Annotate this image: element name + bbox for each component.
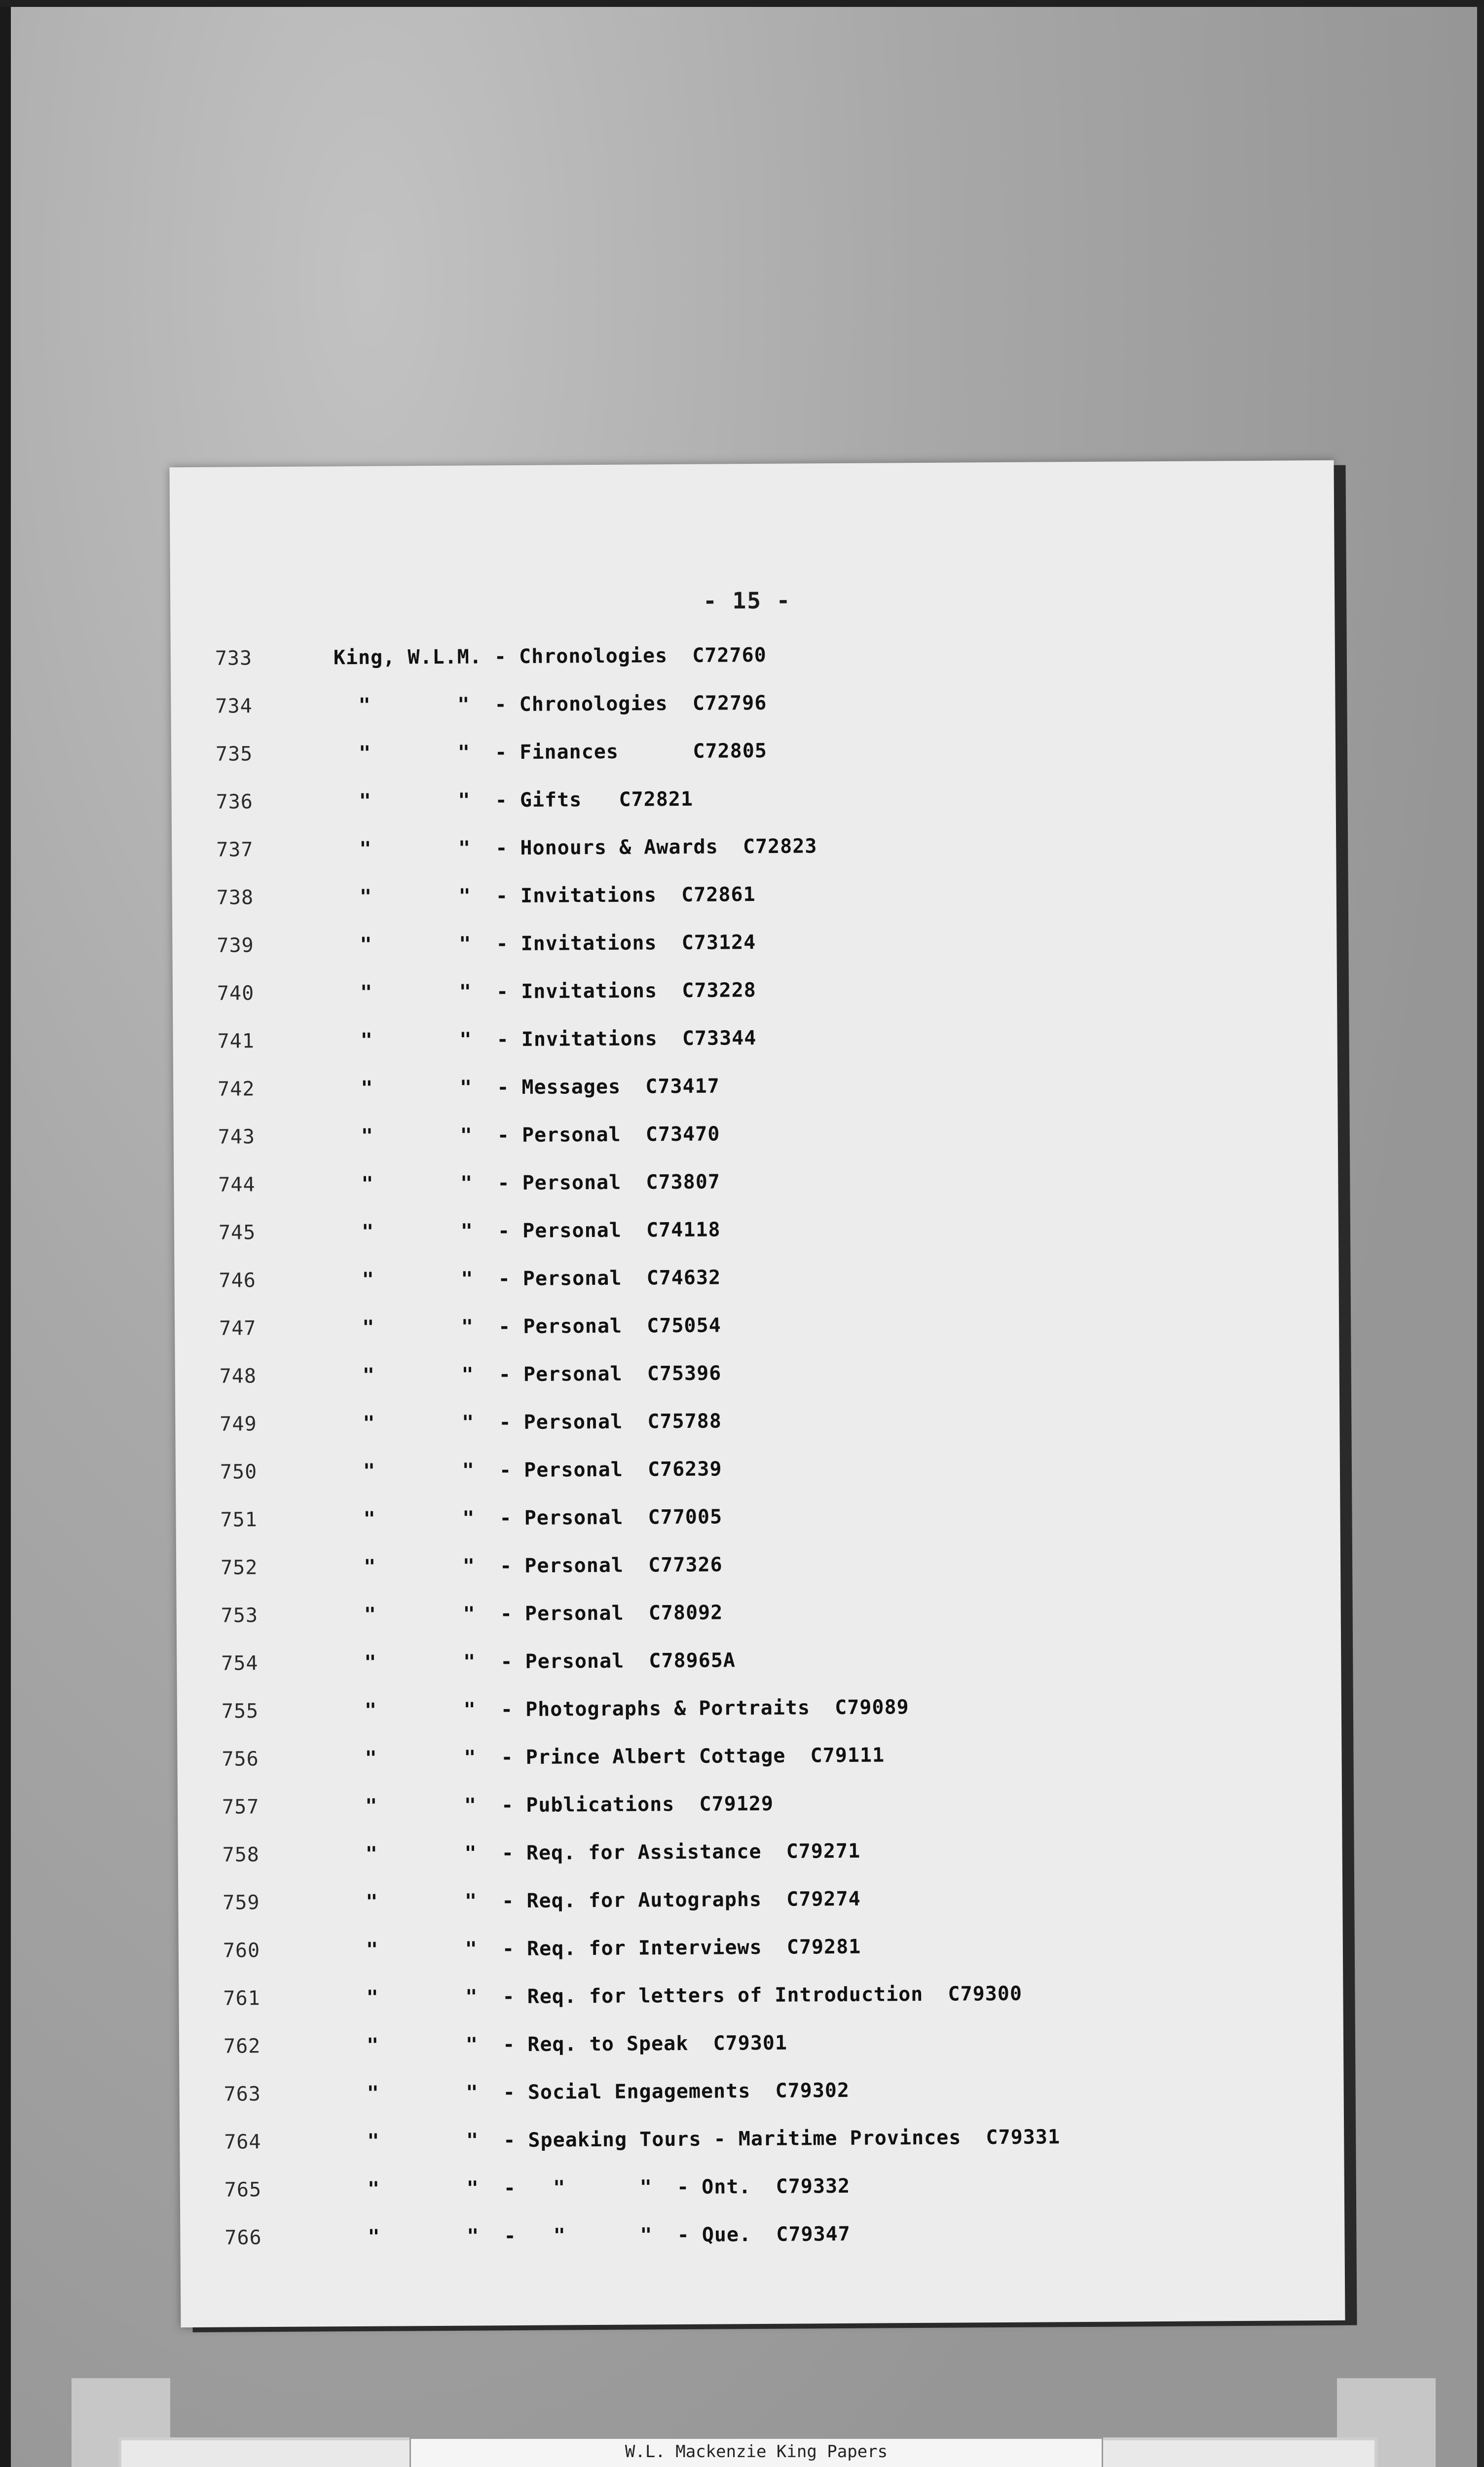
entry-text: " " - Personal C74118 [336,1218,721,1244]
list-item [176,1454,1310,1500]
list-item [172,928,1307,974]
entry-text: " " - Personal C73470 [336,1122,720,1148]
film-edge-left [0,0,11,2467]
list-item [177,1741,1312,1788]
list-item [171,736,1306,783]
entry-text: " " - Finances C72805 [334,739,768,765]
entry-number: 740 [217,982,255,1005]
list-item [178,1837,1313,1883]
entry-text: " " - Messages C73417 [336,1075,720,1100]
list-item [175,1406,1310,1453]
list-item [176,1502,1310,1548]
entry-number: 763 [223,2083,261,2106]
list-item [174,1119,1308,1165]
entry-text: " " - Personal C75054 [337,1314,721,1340]
entry-text: King, W.L.M. - Chronologies C72760 [333,643,767,670]
list-item [177,1598,1311,1644]
list-item [179,1981,1313,2027]
entry-text: " " - " " - Que. C79347 [343,2222,851,2249]
entry-text: " " - Chronologies C72796 [334,691,767,717]
entry-number: 750 [220,1460,258,1484]
entry-text: " " - Personal C78092 [339,1601,723,1627]
entry-text: " " - Invitations C73124 [335,931,756,957]
entry-number: 745 [218,1221,256,1244]
list-item [173,1023,1307,1070]
entry-number: 760 [223,1939,260,1962]
entry-text: " " - Social Engagements C79302 [342,2079,850,2105]
list-item [180,2220,1315,2266]
index-sheet [170,460,1345,2327]
slip-line-collection: W.L. Mackenzie King Papers [625,2442,888,2462]
list-item [179,2028,1314,2075]
entry-number: 766 [224,2226,262,2249]
entry-number: 762 [223,2035,261,2058]
entry-text: " " - Gifts C72821 [334,787,694,813]
entry-text: " " - Personal C77326 [338,1553,723,1579]
list-item [171,688,1305,735]
page-number: - 15 - [703,587,791,614]
entry-number: 739 [217,934,254,957]
entry-text: " " - Personal C78965A [339,1649,736,1675]
entry-number: 752 [220,1556,258,1579]
list-item [180,2124,1314,2170]
list-item [179,1933,1313,1979]
entry-number: 743 [218,1125,256,1149]
entry-number: 765 [224,2178,262,2202]
entry-text: " " - Personal C75788 [338,1410,722,1435]
entry-number: 756 [222,1748,259,1771]
entry-number: 736 [216,790,254,814]
entry-number: 735 [215,743,253,766]
list-item [175,1310,1309,1357]
film-edge-right [1477,0,1484,2467]
list-item [180,2172,1315,2218]
entry-number: 751 [220,1508,258,1532]
entry-text: " " - Personal C77005 [338,1505,723,1531]
entry-number: 737 [216,838,254,861]
list-item [176,1550,1311,1596]
list-item [173,1071,1308,1118]
entry-text: " " - Req. to Speak C79301 [341,2031,788,2057]
list-item [174,1215,1309,1261]
entry-number: 759 [223,1891,260,1914]
list-item [177,1693,1312,1740]
film-edge-top [0,0,1484,7]
entry-text: " " - Req. for letters of Introduction C79300 [341,1982,1023,2010]
entry-number: 738 [216,886,254,909]
entry-number: 744 [218,1173,256,1196]
entry-number: 742 [218,1078,255,1101]
entry-text: " " - Invitations C73344 [335,1026,757,1052]
list-item [175,1358,1310,1405]
entry-text: " " - " " - Ont. C79332 [342,2174,851,2201]
list-item [171,640,1305,687]
list-item [180,2076,1314,2123]
entry-number: 757 [222,1795,260,1819]
list-item [172,880,1307,926]
entry-number: 749 [220,1413,257,1436]
list-item [174,1167,1308,1213]
entry-text: " " - Personal C73807 [336,1170,721,1196]
entry-text: " " - Personal C74632 [337,1266,721,1292]
entry-text: " " - Req. for Autographs C79274 [341,1887,861,1914]
list-item [173,975,1307,1022]
entry-number: 754 [221,1652,259,1675]
entry-text: " " - Prince Albert Cottage C79111 [340,1744,885,1770]
entry-text: " " - Req. for Interviews C79281 [341,1935,861,1962]
list-item [172,832,1306,878]
entry-text: " " - Honours & Awards C72823 [334,835,817,861]
slip-line-series [411,2465,1102,2467]
entry-text: " " - Photographs & Portraits C79089 [339,1696,909,1722]
entry-text: " " - Personal C76239 [338,1458,722,1483]
list-item [178,1885,1313,1931]
entry-number: 748 [219,1365,257,1388]
entry-text: " " - Invitations C73228 [335,978,756,1005]
list-item [177,1645,1311,1692]
entry-number: 761 [223,1987,260,2010]
entry-text: " " - Invitations C72861 [334,883,756,909]
list-item [178,1789,1312,1835]
entry-text: " " - Req. for Assistance C79271 [340,1839,861,1866]
entry-number: 755 [221,1700,259,1723]
entry-number: 764 [224,2131,261,2154]
entry-number: 734 [215,695,253,718]
entry-text: " " - Publications C79129 [340,1792,774,1818]
collection-slip [409,2437,1103,2467]
entry-number: 733 [215,647,253,670]
list-item [174,1263,1309,1309]
entry-text: " " - Speaking Tours - Maritime Provinces C79331 [342,2126,1061,2153]
list-item [172,784,1306,830]
entry-number: 746 [219,1269,256,1292]
entry-number: 753 [221,1604,259,1627]
entry-text: " " - Personal C75396 [337,1362,722,1387]
entry-number: 747 [219,1317,257,1340]
entry-number: 741 [217,1030,255,1053]
entry-number: 758 [222,1843,260,1867]
